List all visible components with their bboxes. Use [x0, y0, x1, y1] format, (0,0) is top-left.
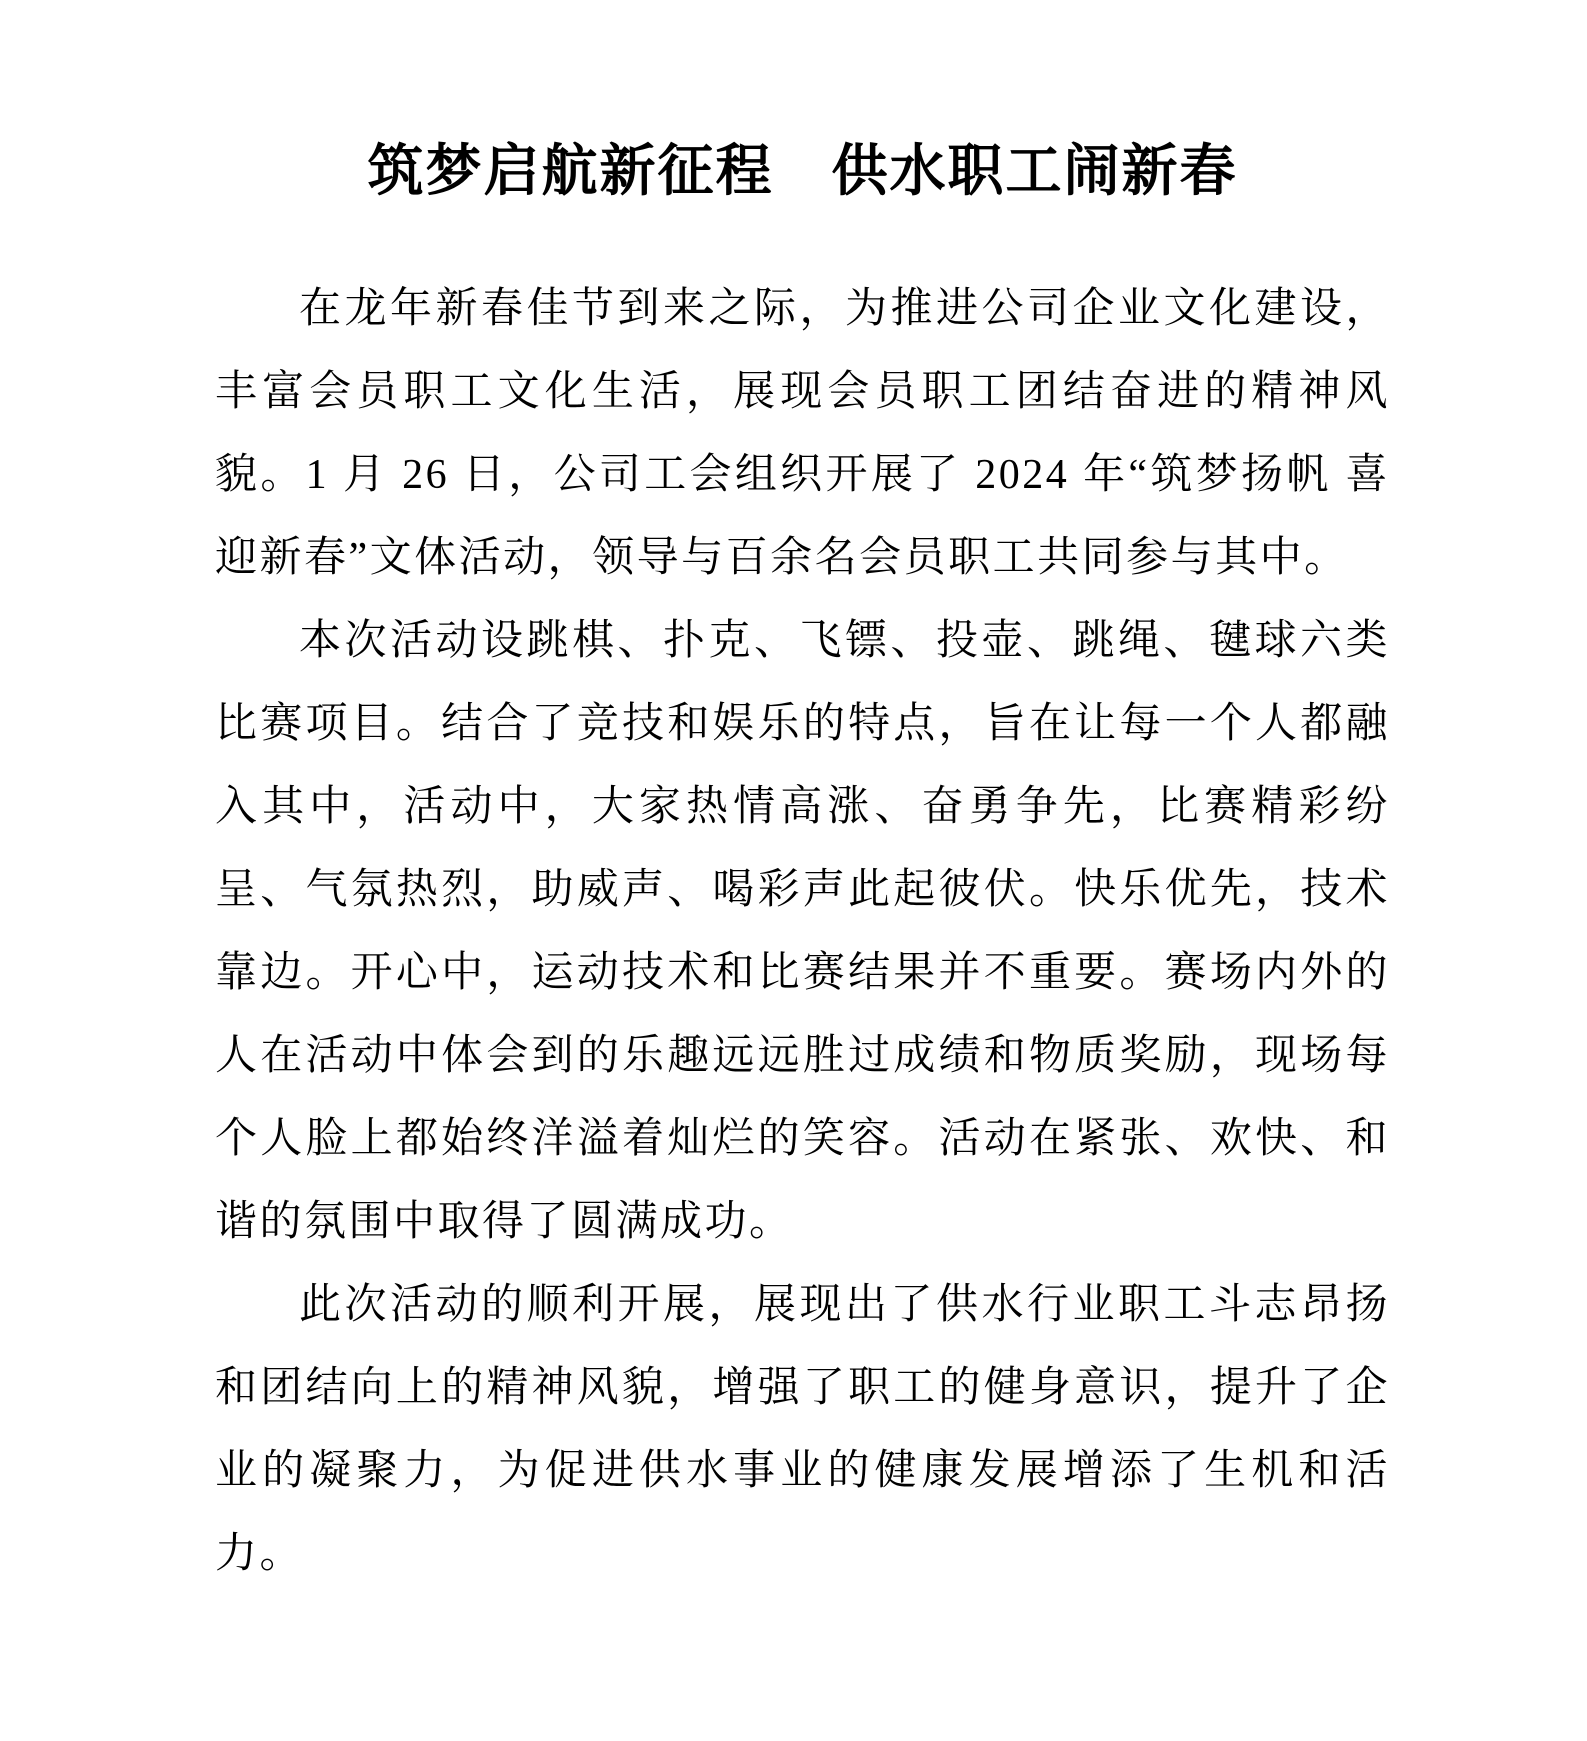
- document-title: 筑梦启航新征程 供水职工闹新春: [367, 141, 1238, 203]
- document-body: [215, 268, 1390, 1596]
- paragraph-3: 此次活动的顺利开展，展现出了供水行业职工斗志昂扬和团结向上的精神风貌，增强了职工的健身意识，提升了企业的凝聚力，为促进供水事业的健康发展增添了生机和活力。: [215, 1282, 1390, 1577]
- paragraph-1: 在龙年新春佳节到来之际，为推进公司企业文化建设，丰富会员职工文化生活，展现会员职工团结奋进的精神风貌。1 月 26 日，公司工会组织开展了 2024 年“筑梦扬帆 喜迎新春”文体活动，领导与百余名会员职工共同参与其中。: [215, 286, 1390, 581]
- paragraph-2: 本次活动设跳棋、扑克、飞镖、投壶、跳绳、毽球六类比赛项目。结合了竞技和娱乐的特点，旨在让每一个人都融入其中，活动中，大家热情高涨、奋勇争先，比赛精彩纷呈、气氛热烈，助威声、喝彩声此起彼伏。快乐优先，技术靠边。开心中，运动技术和比赛结果并不重要。赛场内外的人在活动中体会到的乐趣远远胜过成绩和物质奖励，现场每个人脸上都始终洋溢着灿烂的笑容。活动在紧张、欢快、和谐的氛围中取得了圆满成功。: [215, 618, 1390, 1245]
